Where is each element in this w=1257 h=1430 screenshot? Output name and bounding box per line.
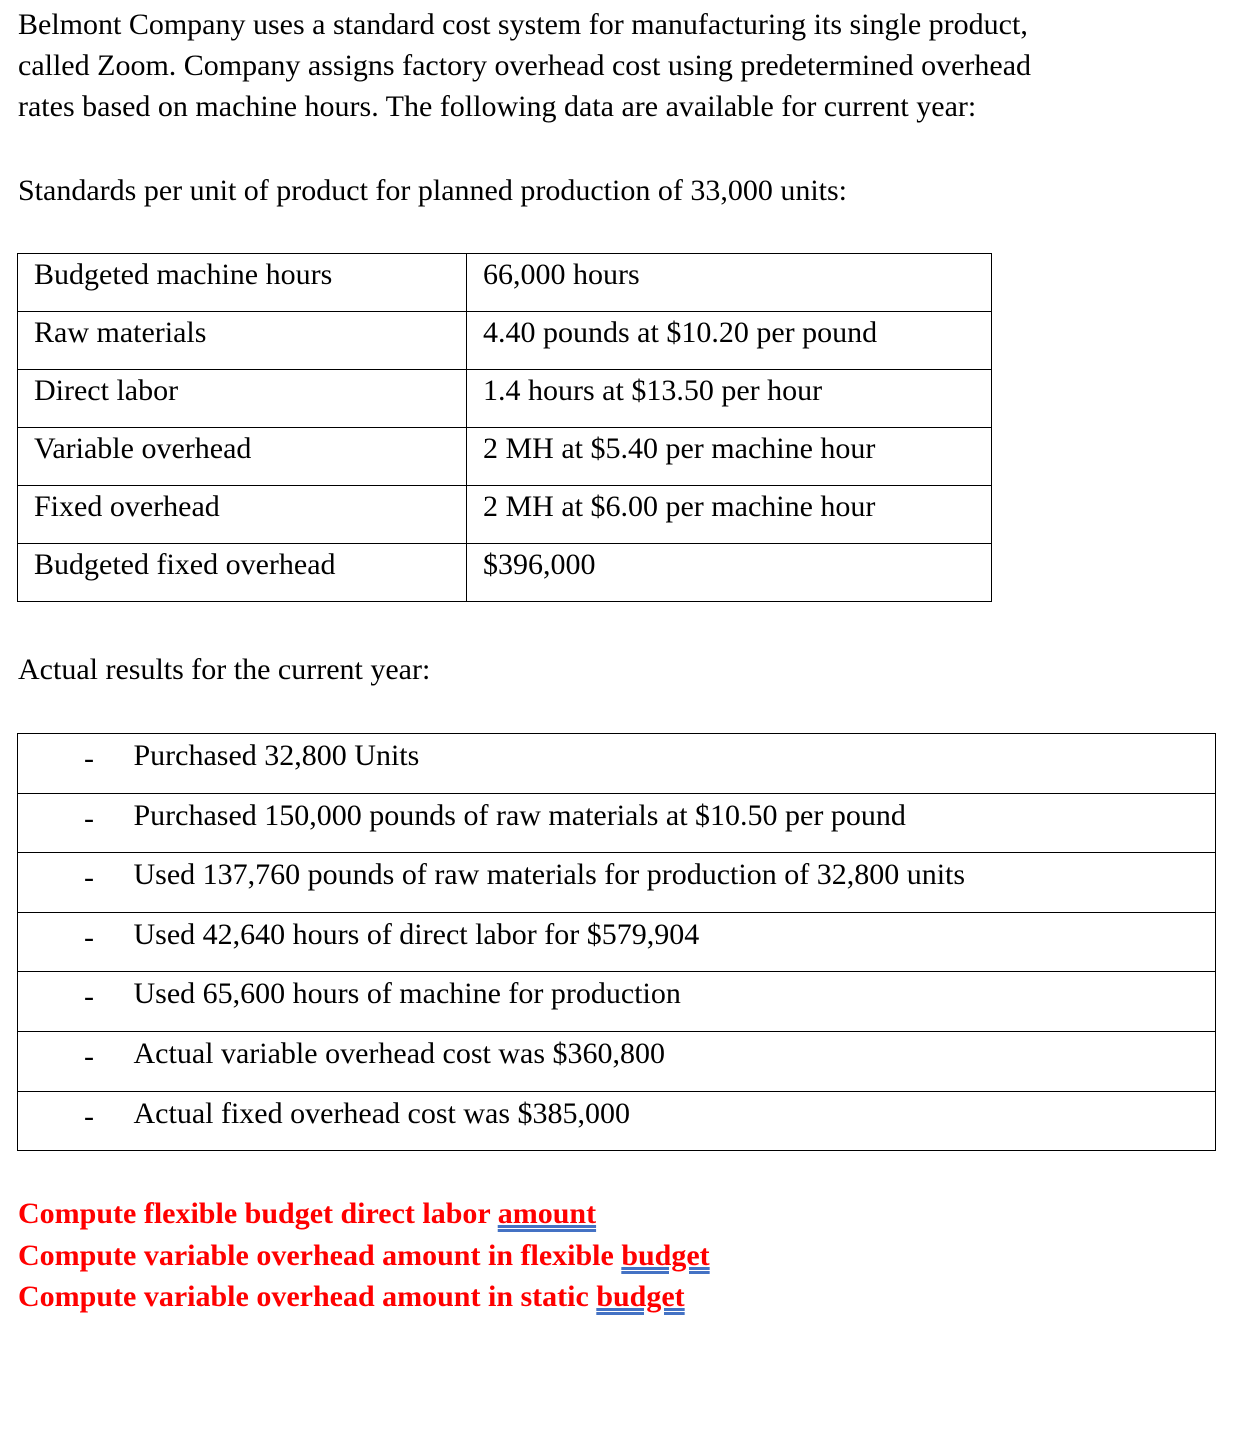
actual-result-item: Purchased 150,000 pounds of raw materials at $10.50 per pound bbox=[134, 793, 1216, 853]
table-row bbox=[18, 912, 1216, 972]
standard-label: Fixed overhead bbox=[18, 486, 467, 544]
standard-label: Budgeted machine hours bbox=[18, 254, 467, 312]
standard-value: 2 MH at $5.40 per machine hour bbox=[467, 428, 992, 486]
dash-bullet: - bbox=[18, 853, 134, 913]
table-row bbox=[18, 972, 1216, 1032]
standard-value: 1.4 hours at $13.50 per hour bbox=[467, 370, 992, 428]
question-line bbox=[18, 1193, 710, 1235]
intro-line: called Zoom. Company assigns factory overhead cost using predetermined overhead bbox=[18, 49, 1032, 82]
actual-result-item: Used 65,600 hours of machine for production bbox=[134, 972, 1216, 1032]
dash-bullet: - bbox=[18, 1091, 134, 1151]
table-row bbox=[18, 254, 992, 312]
standard-label: Variable overhead bbox=[18, 428, 467, 486]
table-row bbox=[18, 370, 992, 428]
intro-line: rates based on machine hours. The following data are available for current year: bbox=[18, 90, 977, 123]
actual-result-item: Actual fixed overhead cost was $385,000 bbox=[134, 1091, 1216, 1151]
table-row bbox=[18, 486, 992, 544]
actual-result-item: Used 137,760 pounds of raw materials for production of 32,800 units bbox=[134, 853, 1216, 913]
standards-table bbox=[17, 253, 992, 602]
dash-bullet: - bbox=[18, 793, 134, 853]
standard-label: Raw materials bbox=[18, 312, 467, 370]
standard-label: Budgeted fixed overhead bbox=[18, 544, 467, 602]
table-row bbox=[18, 853, 1216, 913]
standard-value: 66,000 hours bbox=[467, 254, 992, 312]
table-row bbox=[18, 734, 1216, 794]
underlined-word: budget bbox=[596, 1280, 685, 1313]
table-row bbox=[18, 428, 992, 486]
question-list bbox=[18, 1193, 710, 1318]
dash-bullet: - bbox=[18, 734, 134, 794]
question-text: Compute flexible budget direct labor bbox=[18, 1197, 498, 1230]
table-row bbox=[18, 1091, 1216, 1151]
actual-result-item: Used 42,640 hours of direct labor for $579,904 bbox=[134, 912, 1216, 972]
dash-bullet: - bbox=[18, 1031, 134, 1091]
table-row bbox=[18, 312, 992, 370]
intro-paragraph bbox=[18, 4, 1238, 127]
standards-heading: Standards per unit of product for planned production of 33,000 units: bbox=[18, 174, 848, 207]
standard-value: $396,000 bbox=[467, 544, 992, 602]
underlined-word: budget bbox=[621, 1238, 710, 1272]
question-text: Compute variable overhead amount in flexible bbox=[18, 1238, 622, 1272]
standard-value: 2 MH at $6.00 per machine hour bbox=[467, 486, 992, 544]
dash-bullet: - bbox=[18, 972, 134, 1032]
actual-results-heading: Actual results for the current year: bbox=[18, 653, 431, 686]
intro-line: Belmont Company uses a standard cost system for manufacturing its single product, bbox=[18, 8, 1028, 41]
question-line bbox=[18, 1276, 710, 1318]
standard-value: 4.40 pounds at $10.20 per pound bbox=[467, 312, 992, 370]
table-row bbox=[18, 544, 992, 602]
underlined-word: amount bbox=[497, 1197, 597, 1230]
actual-results-table bbox=[17, 733, 1216, 1151]
question-line bbox=[18, 1235, 710, 1277]
actual-result-item: Actual variable overhead cost was $360,800 bbox=[134, 1031, 1216, 1091]
table-row bbox=[18, 1031, 1216, 1091]
actual-result-item: Purchased 32,800 Units bbox=[134, 734, 1216, 794]
question-text: Compute variable overhead amount in static bbox=[18, 1280, 597, 1313]
dash-bullet: - bbox=[18, 912, 134, 972]
table-row bbox=[18, 793, 1216, 853]
standard-label: Direct labor bbox=[18, 370, 467, 428]
